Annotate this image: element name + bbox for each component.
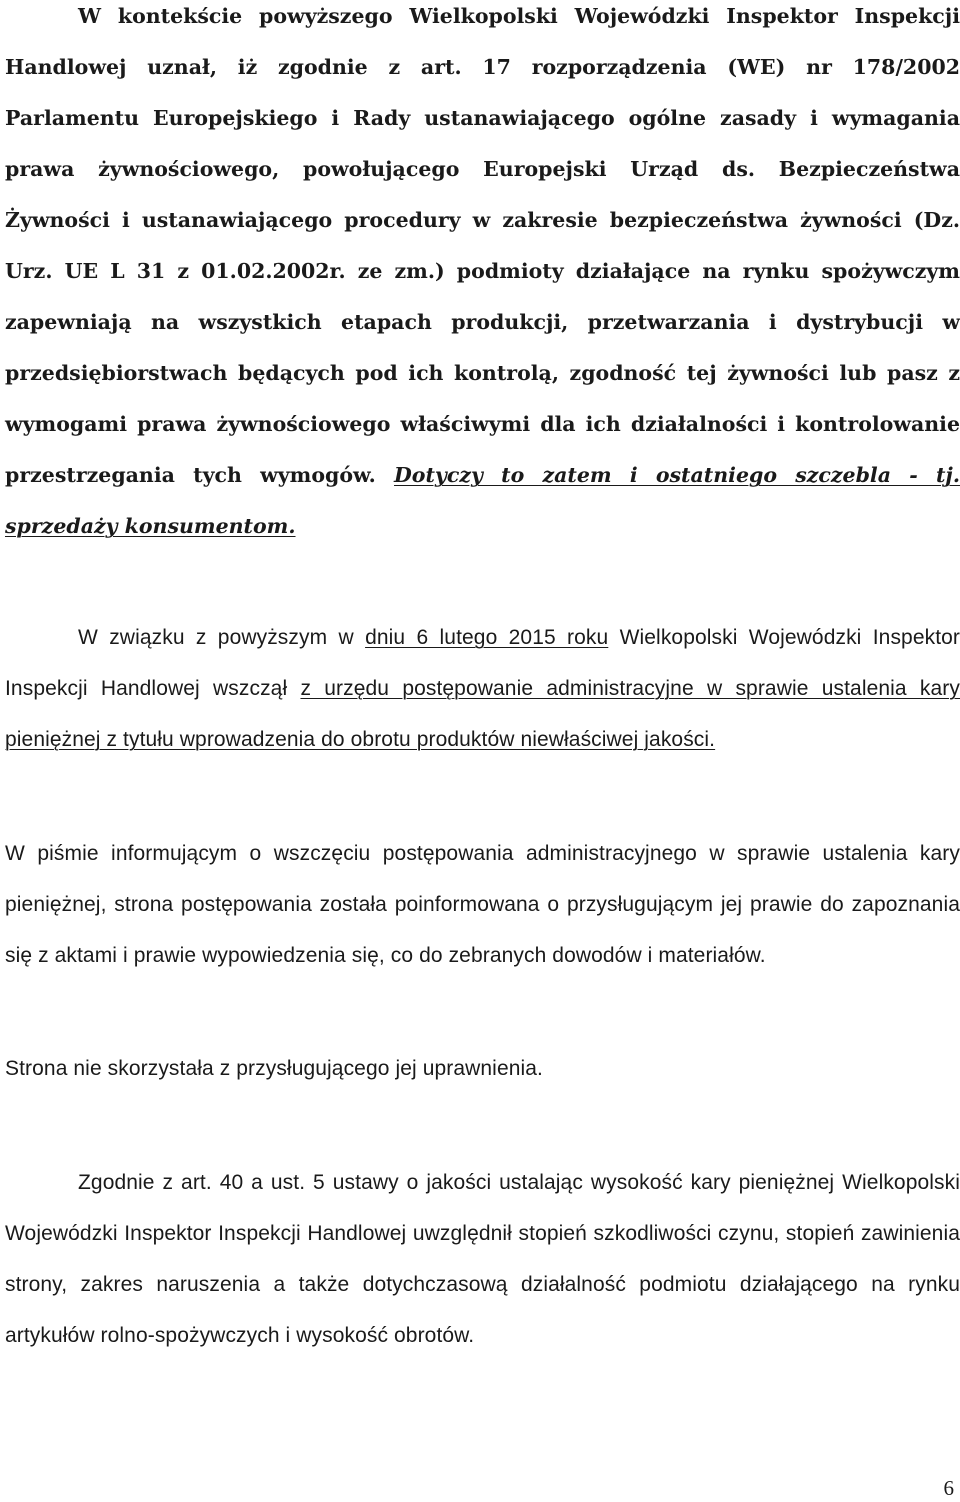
proceeding-date: dniu 6 lutego 2015 roku — [365, 626, 609, 649]
paragraph-proceeding-part2: Wielkopolski Wojewódzki Inspektor Inspekcji Handlowej wszczął — [5, 626, 960, 700]
paragraph-legal-basis-text: W kontekście powyższego Wielkopolski Wojewódzki Inspektor Inspekcji Handlowej uznał, iż zgodnie z art. 17 rozporządzenia (WE) nr 178/2002 Parlamentu Europejskiego i Rady ustanawiającego ogólne zasady i wymagania prawa żywnościowego, powołującego Europejski Urząd ds. Bezpieczeństwa Żywności i ustanawiającego procedury w zakresie bezpieczeństwa żywności (Dz. Urz. UE L 31 z 01.02.2002r. ze zm.) podmioty działające na rynku spożywczym zapewniają na wszystkich etapach produkcji, przetwarzania i dystrybucji w przedsiębiorstwach będących pod ich kontrolą, zgodność tej żywności lub pasz z wymogami prawa żywnościowego właściwymi dla ich działalności i kontrolowanie przestrzegania tych wymogów. — [5, 4, 960, 487]
paragraph-party-response: Strona nie skorzystała z przysługującego jej uprawnienia. — [5, 1057, 543, 1080]
proceeding-subject: z urzędu postępowanie administracyjne w sprawie ustalenia kary pieniężnej z tytułu wprowadzenia do obrotu produktów niewłaściwej jakości. — [5, 677, 960, 751]
paragraph-party-notification: W piśmie informującym o wszczęciu postępowania administracyjnego w sprawie ustalenia kary pieniężnej, strona postępowania została poinformowana o przysługującym jej prawie do zapoznania się z aktami i prawie wypowiedzenia się, co do zebranych dowodów i materiałów. — [5, 842, 960, 967]
page-number: 6 — [943, 1476, 954, 1500]
paragraph-proceeding-part1: W związku z powyższym w — [78, 626, 366, 649]
paragraph-penalty-criteria: Zgodnie z art. 40 a ust. 5 ustawy o jakości ustalając wysokość kary pieniężnej Wielkopolski Wojewódzki Inspektor Inspekcji Handlowej uwzględnił stopień szkodliwości czynu, stopień zawinienia strony, zakres naruszenia a także dotychczasową działalność podmiotu działającego na rynku artykułów rolno-spożywczych i wysokość obrotów. — [5, 1171, 960, 1347]
paragraph-proceeding-initiation — [5, 612, 960, 765]
paragraph-legal-basis — [5, 0, 960, 552]
paragraph-legal-basis-emphasis: Dotyczy to zatem i ostatniego szczebla - tj. sprzedaży konsumentom. — [5, 463, 960, 538]
